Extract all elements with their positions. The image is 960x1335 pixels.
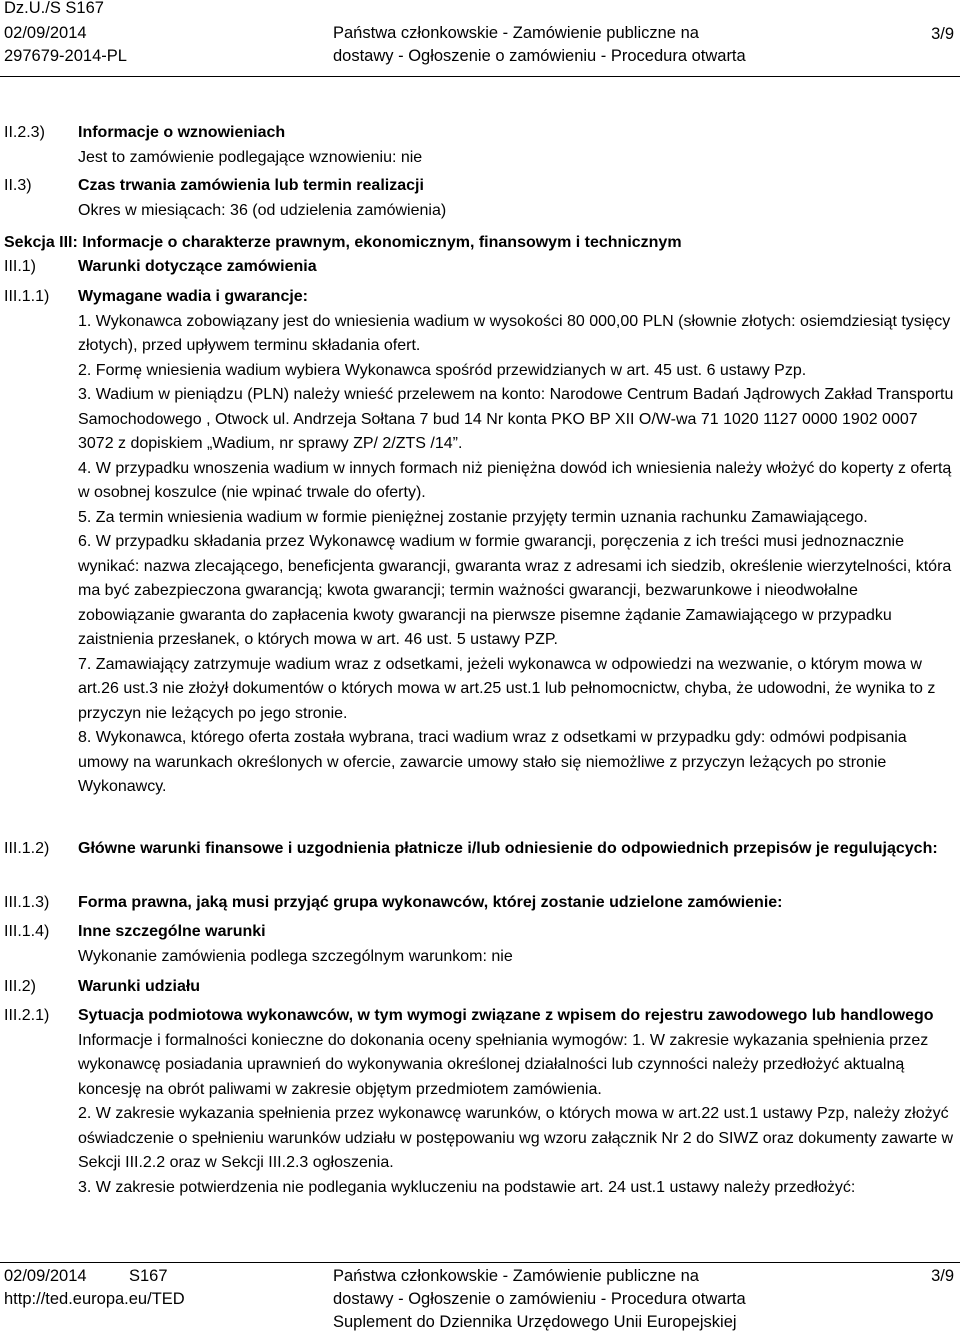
section-number-iii14: III.1.4) — [4, 923, 50, 940]
section-number-iii11: III.1.1) — [4, 288, 50, 305]
publication-date: 02/09/2014 — [4, 24, 87, 42]
paragraph: 7. Zamawiający zatrzymuje wadium wraz z odsetkami, jeżeli wykonawca w odpowiedzi na wezwanie, o którym mowa w art.26 ust.3 nie złożył dokumentów o których mowa w art.25 ust.1 lub pełnomocnictw, chyba, że udowodni, że wynika to z przyczyn nie leżących po jego stronie. — [78, 655, 936, 722]
section-heading: Wymagane wadia i gwarancje: — [78, 288, 309, 305]
section-iii2-heading: Warunki udziału — [78, 978, 201, 995]
footer-title-line1: Państwa członkowskie - Zamówienie publiczne na — [333, 1267, 699, 1285]
section-iii11 — [78, 285, 954, 800]
footer-title-line2: dostawy - Ogłoszenie o zamówieniu - Procedura otwarta — [333, 1290, 746, 1308]
section-heading: Inne szczególne warunki — [78, 923, 266, 940]
journal-reference: Dz.U./S S167 — [4, 0, 104, 17]
footer-date: 02/09/2014 — [4, 1267, 87, 1285]
section-number-iii12: III.1.2) — [4, 840, 50, 857]
notice-id: 297679-2014-PL — [4, 47, 127, 65]
page-header — [0, 0, 960, 76]
paragraph: 1. Wykonawca zobowiązany jest do wniesienia wadium w wysokości 80 000,00 PLN (słownie złotych: osiemdziesiąt tysięcy złotych), przed upływem terminu składania ofert. — [78, 312, 951, 354]
section-iii1-heading: Warunki dotyczące zamówienia — [78, 258, 317, 275]
footer-page-number: 3/9 — [931, 1267, 954, 1285]
section-heading: Czas trwania zamówienia lub termin realizacji — [78, 177, 424, 194]
section-iii-title: Sekcja III: Informacje o charakterze prawnym, ekonomicznym, finansowym i technicznym — [4, 234, 682, 251]
section-number-iii1: III.1) — [4, 258, 37, 275]
header-title-line1: Państwa członkowskie - Zamówienie publiczne na — [333, 24, 699, 42]
paragraph: 2. Formę wniesienia wadium wybiera Wykonawca spośród przewidzianych w art. 45 ust. 6 ustawy Pzp. — [78, 361, 807, 379]
paragraph: 5. Za termin wniesienia wadium w formie pieniężnej zostanie przyjęty termin uznania rachunku Zamawiającego. — [78, 508, 868, 526]
paragraph: 8. Wykonawca, którego oferta została wybrana, traci wadium wraz z odsetkami w przypadku gdy: odmówi podpisania umowy na warunkach określonych w ofercie, zawarcie umowy stało się niemożliwe z przyczyn leżących po stronie Wykonawcy. — [78, 729, 907, 795]
page-number: 3/9 — [931, 25, 954, 43]
section-number-ii3: II.3) — [4, 177, 32, 194]
header-title-line2: dostawy - Ogłoszenie o zamówieniu - Procedura otwarta — [333, 47, 746, 65]
section-heading: Sytuacja podmiotowa wykonawców, w tym wymogi związane z wpisem do rejestru zawodowego lub handlowego — [78, 1007, 934, 1024]
paragraph: 3. W zakresie potwierdzenia nie podlegania wykluczeniu na podstawie art. 24 ust.1 ustawy należy przedłożyć: — [78, 1178, 856, 1196]
header-divider — [0, 76, 960, 77]
paragraph: 2. W zakresie wykazania spełnienia przez wykonawcę warunków, o których mowa w art.22 ust.1 ustawy Pzp, należy złożyć oświadczenie o spełnieniu warunków udziału w postępowaniu wg wzoru załącznik Nr 2 do SIWZ oraz dokumenty zawarte w Sekcji III.2.2 oraz w Sekcji III.2.3 ogłoszenia. — [78, 1105, 954, 1171]
section-text: Wykonanie zamówienia podlega szczególnym warunkom: nie — [78, 947, 513, 965]
section-number-ii23: II.2.3) — [4, 124, 45, 141]
footer-series: S167 — [129, 1267, 168, 1285]
section-number-iii13: III.1.3) — [4, 894, 50, 911]
footer-url: http://ted.europa.eu/TED — [4, 1290, 185, 1308]
footer-supplement: Suplement do Dziennika Urzędowego Unii Europejskiej — [333, 1313, 737, 1331]
section-ii23 — [78, 121, 954, 170]
page-footer — [0, 1264, 960, 1334]
paragraph: 4. W przypadku wnoszenia wadium w innych formach niż pieniężna dowód ich wniesienia należy włożyć do koperty z ofertą w osobnej koszulce (nie wpinać trwale do oferty). — [78, 459, 952, 501]
section-iii21 — [78, 1004, 954, 1200]
footer-divider — [0, 1262, 960, 1263]
section-iii14 — [78, 920, 954, 969]
section-text: Jest to zamówienie podlegające wznowieniu: nie — [78, 148, 423, 166]
section-ii3 — [78, 174, 954, 223]
section-number-iii21: III.2.1) — [4, 1007, 50, 1024]
paragraph: Informacje i formalności konieczne do dokonania oceny spełniania wymogów: 1. W zakresie wykazania spełnienia przez wykonawcę posiadania uprawnień do wykonywania określonej działalności lub czynności należy przedłożyć aktualną koncesję na obrót paliwami w zakresie objętym przedmiotem zamówienia. — [78, 1031, 929, 1098]
section-iii13-heading: Forma prawna, jaką musi przyjąć grupa wykonawców, której zostanie udzielone zamówienie: — [78, 894, 783, 911]
paragraph: 6. W przypadku składania przez Wykonawcę wadium w formie gwarancji, poręczenia z ich treści musi jednoznacznie wynikać: nazwa zlecającego, beneficjenta gwarancji, gwaranta wraz z adresami ich siedzib, określenie wierzytelności, która ma być zabezpieczona gwarancją; kwota gwarancji; termin ważności gwarancji, bezwarunkowe i nieodwołalne zobowiązanie gwaranta do zapłacenia kwoty gwarancji na pierwsze pisemne żądanie Zamawiającego w przypadku zaistnienia przesłanek, o których mowa w art. 46 ust. 5 ustawy PZP. — [78, 533, 952, 648]
section-number-iii2: III.2) — [4, 978, 37, 995]
section-text: Okres w miesiącach: 36 (od udzielenia zamówienia) — [78, 201, 447, 219]
section-heading: Informacje o wznowieniach — [78, 124, 286, 141]
section-iii12-heading: Główne warunki finansowe i uzgodnienia płatnicze i/lub odniesienie do odpowiednich przepisów je regulujących: — [78, 840, 938, 857]
paragraph: 3. Wadium w pieniądzu (PLN) należy wnieść przelewem na konto: Narodowe Centrum Badań Jądrowych Zakład Transportu Samochodowego , Otwock ul. Andrzeja Sołtana 7 bud 14 Nr konta PKO BP XII O/W-wa 71 1020 1127 0000 1902 0007 3072 z dopiskiem „Wadium, nr sprawy ZP/ 2/ZTS /14”. — [78, 386, 954, 452]
